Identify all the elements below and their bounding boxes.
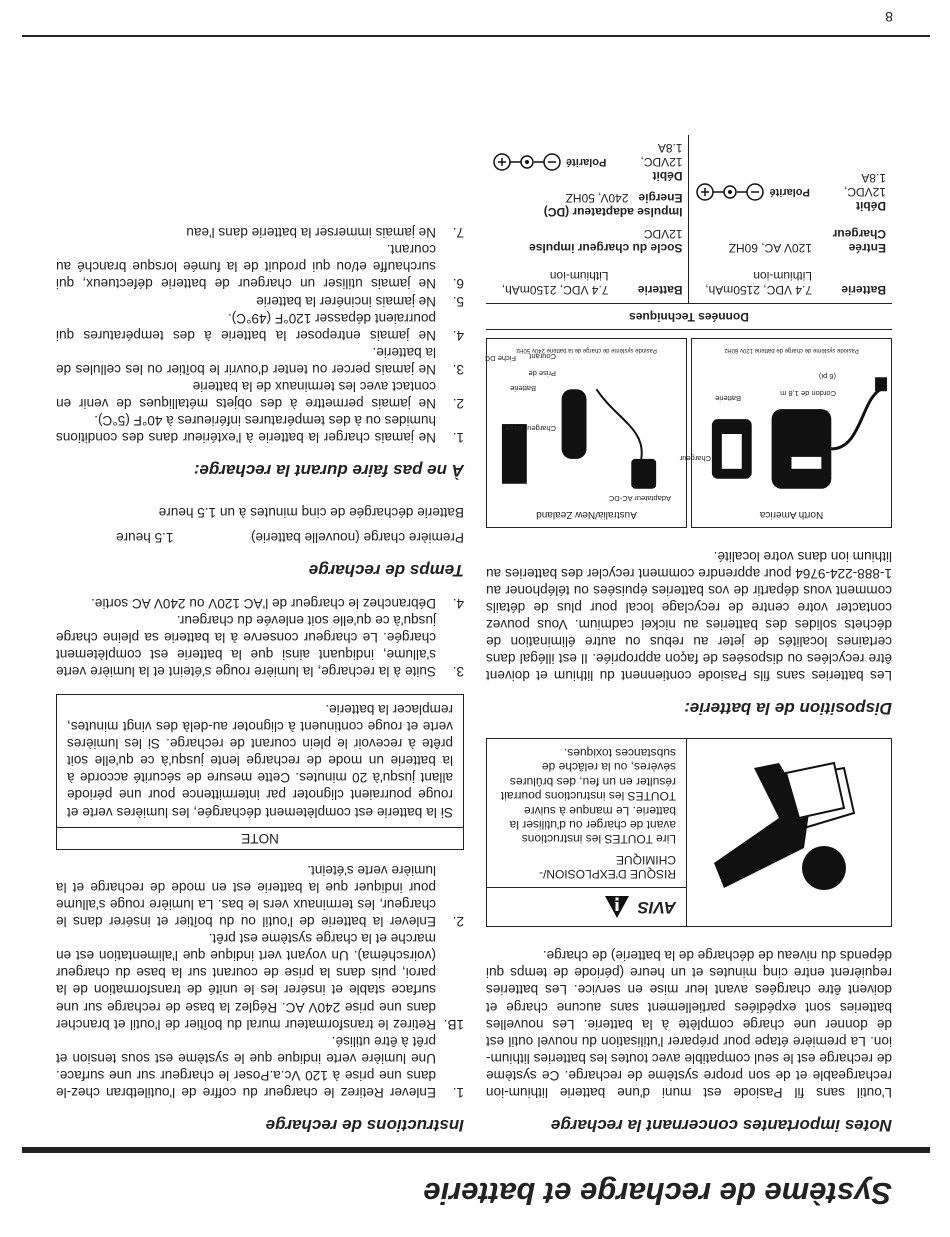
tech-key: Batterie xyxy=(637,282,683,297)
figure-north-america xyxy=(679,338,892,528)
time-first-value: 1.5 heure xyxy=(116,530,174,546)
polarity-icon xyxy=(492,151,562,173)
list-item xyxy=(56,310,464,344)
figure-caption-na: North America xyxy=(759,508,824,520)
dont-heading: À ne pas faire durant la recharge: xyxy=(193,461,464,481)
tech-row-base-au xyxy=(492,227,683,255)
warning-triangle-icon xyxy=(604,894,630,920)
step-text: Ne jamais percer ou tenter d'ouvrir le boîtier ou les cellules de la batterie. xyxy=(56,344,436,377)
list-item xyxy=(56,930,464,1033)
tech-value: 7.4 VDC, 2150mAh, Lithium-ion xyxy=(705,268,812,297)
list-item xyxy=(56,292,464,309)
step-number: 5. xyxy=(452,293,464,309)
label-adapter-au: Adaptateur AC-DC xyxy=(608,493,671,503)
notes-body: L'outil sans fil Pasiode est muni d'une batterie lithium-ion rechargeable et de son propre système de recharge. Ce système de recharge est le seul compatible avec toutes les batteries lithium-ion. La première étape pour préparer l'utilisation du nouvel outil est de donner une charge complète à la batterie. Les nouvelles batteries sont expédiées partiellement sans aucune charge et doivent être chargées avant leur mise en service. Les batteries requièrent entre cinq minutes et un heure (période de temps qui dépends du niveau de décharge de la batterie) de charge. xyxy=(486,948,892,1100)
tech-col-na xyxy=(690,135,893,303)
avis-instructions: Lire TOUTES les instructions avant de charger ou d'utiliser la batterie. Le manque à suivre TOUTES les instructions pourrait résulter en un feu, des brûlures sévères, ou la relâche de substances toxiques. xyxy=(500,745,676,847)
avis-risk: RISQUE D'EXPLOSION/-CHIMIQUE xyxy=(539,852,676,882)
tech-key: Energie xyxy=(638,190,683,205)
page-number: 8 xyxy=(885,9,893,25)
tech-value: 240V, 50HZ xyxy=(565,190,629,205)
list-item xyxy=(56,594,464,611)
time-first-label: Première charge (nouvelle batterie) xyxy=(250,530,464,546)
step-number: 1. xyxy=(452,430,464,446)
step-number: 2. xyxy=(452,914,464,930)
tech-output xyxy=(622,141,682,183)
tech-col-au xyxy=(486,135,690,303)
disposal-heading: Disposition de la batterie: xyxy=(684,699,892,719)
warning-person-icon xyxy=(687,740,891,927)
step-number: 1. xyxy=(452,1085,464,1100)
step-text: Ne jamais utiliser un chargeur de batterie défectueux, qui surchauffe et/ou qui produit de la fumée lorsque branché au courant. xyxy=(56,242,436,292)
figure-foot-na: Pasiode système de charge de batterie 120v 60Hz xyxy=(724,346,859,353)
step-number: 3. xyxy=(452,361,464,377)
disposal-body: Les batteries sans fils Pasiode contiennent du lithium et doivent être recyclées ou disposées de façon appropriée. Il est illégal dans certaines localités de jeter au rebus ou autre élimination de déchets solides des batteries au nickel cadmium. Vous pouvez contacter votre centre de recyclage local pour plus de détails comment vous départir de vos batteries épuisées ou téléphoner au 1-888-224-9764 pour apprendre comment recycler des batteries au lithium ion dans votre localité. xyxy=(486,548,892,684)
step-text: Suite à la recharge, la lumière rouge s'éteint et la lumière verte s'allume, indiquant ainsi que la batterie est complètement chargée. Le chargeur conserve à la batterie sa pleine charge jusqu'à ce qu'elle soit enlevée du chargeur. xyxy=(56,612,436,679)
tech-key: Batterie xyxy=(841,282,886,297)
title-rule xyxy=(22,1147,930,1153)
tech-grid xyxy=(486,135,892,303)
tech-key: Entrée Chargeur xyxy=(832,226,886,255)
dont-list xyxy=(56,224,464,446)
step-number: 4. xyxy=(452,327,464,343)
list-item xyxy=(56,612,464,680)
tech-value: 120V AC, 60HZ xyxy=(728,240,812,255)
step-number: 6. xyxy=(452,276,464,292)
tech-data-table xyxy=(486,135,892,330)
instructions-list-2 xyxy=(56,594,464,679)
polarity-au xyxy=(492,141,606,183)
figure-foot-au: Pasiode système de charge de la batterie 240v 50Hz xyxy=(516,346,657,353)
right-column xyxy=(56,224,464,1141)
tech-value: 12VDC xyxy=(643,226,683,241)
step-number: 2. xyxy=(452,396,464,412)
tech-output xyxy=(826,171,886,213)
figure-caption-au: Australia/New Zealand xyxy=(536,508,637,520)
tech-key: Polarité xyxy=(769,185,810,198)
tech-value: 12VDC, 1.8A xyxy=(843,170,886,199)
instructions-list xyxy=(56,862,464,1101)
avis-title: AVIS xyxy=(637,897,676,917)
step-number: 3. xyxy=(452,663,464,679)
list-item xyxy=(56,378,464,412)
step-text: Débranchez le chargeur de l'AC 120V ou 240V AC sortie. xyxy=(91,595,436,611)
step-text: Ne jamais permettre à des objets métalliques de venir en contact avec les terminaux de la batterie xyxy=(56,379,436,412)
note-body: Si la batterie est complètement déchargée, les lumières verte et rouge pourraient clignoter par intermittence pour une période allant jusqu'à 20 minutes. Cette mesure de sécurité accorde à la batterie un mode de recharge lente jusqu'à ce qu'elle soit prête à recevoir le plein courant de recharge. Si les lumières verte et rouge continuent à clignoter au-delà des vingt minutes, remplacer la batterie. xyxy=(67,702,453,820)
step-number: 1B. xyxy=(443,1016,464,1032)
list-item xyxy=(56,862,464,930)
time-discharged: Batterie déchargée de cinq minutes à un 1.5 heure xyxy=(158,505,464,521)
notes-heading: Notes importantes concernant la recharge xyxy=(550,1116,892,1135)
step-text: Enlever la batterie de l'outil ou du boîtier et insérer dans le chargeur, les terminaux vers le bas. La lumière rouge s'allume pour indiquer que la batterie est en mode de recharge et la lumière verte s'éteint. xyxy=(56,862,436,930)
left-column xyxy=(486,135,892,1141)
step-text: Ne jamais charger la batterie à l'extérieur dans des conditions humides ou à des températures inférieures à 40°F (5°C). xyxy=(56,413,436,446)
avis-box xyxy=(486,739,892,928)
step-number: 4. xyxy=(452,595,464,611)
label-battery-au: Batterie xyxy=(510,383,536,393)
tech-value: 7.4 VDC, 2150mAh, Lithium-ion xyxy=(501,268,609,297)
tech-row-battery-na xyxy=(696,269,887,297)
tech-row-adapter-au xyxy=(492,191,683,219)
step-text: Ne jamais immerser la batterie dans l'eau xyxy=(186,225,436,241)
note-box xyxy=(56,694,464,850)
avis-text xyxy=(487,740,686,888)
tech-row-battery-au xyxy=(492,269,683,297)
list-item xyxy=(56,1033,464,1101)
tech-key: Polarité xyxy=(566,155,607,168)
tech-energy-au xyxy=(492,191,683,205)
tech-row-output-au xyxy=(492,141,683,183)
tech-row-output-na xyxy=(696,171,887,213)
charger-figures xyxy=(486,338,892,528)
footer-rule xyxy=(22,35,930,37)
tech-title: Données Techniques xyxy=(486,303,892,329)
page-title: Système de recharge et batterie xyxy=(423,1176,892,1211)
label-base-au: Chargeur Base xyxy=(505,423,556,433)
label-charger-na: Chargeur xyxy=(679,453,711,463)
tech-key: Débit xyxy=(652,168,683,183)
avis-header xyxy=(487,887,686,926)
polarity-na xyxy=(696,171,810,213)
step-text: Ne jamais entreposer la batterie à des températures qui pourraient dépasser 120°F (49°C). xyxy=(56,310,436,343)
list-item xyxy=(56,344,464,378)
step-number: 7. xyxy=(452,225,464,241)
polarity-icon xyxy=(696,181,766,203)
note-title: NOTE xyxy=(57,827,463,849)
instructions-heading: Instructions de recharge xyxy=(265,1116,464,1135)
figure-australia xyxy=(486,338,687,528)
label-cord-na: Cordon de 1,8 m (6 pi) xyxy=(780,371,836,398)
list-item xyxy=(56,224,464,241)
label-battery-na: Batterie xyxy=(715,393,741,403)
avis-content xyxy=(487,740,687,927)
tech-key: Impulse adaptateur (DC) xyxy=(543,204,683,219)
time-first-row xyxy=(56,529,464,546)
tech-row-input-na xyxy=(696,227,887,255)
label-plug-au: Prise de Courant xyxy=(528,351,556,378)
time-heading: Temps de recharge xyxy=(308,561,464,581)
list-item xyxy=(56,412,464,446)
label-dc-au: Fiche DC xyxy=(484,353,516,363)
step-text: Ne jamais incinérer la batterie xyxy=(256,293,436,309)
tech-value: 12VDC, 1.8A xyxy=(640,140,683,169)
tech-key: Socle du chargeur impulse xyxy=(529,240,683,255)
step-text: Retirez le transformateur mural du boîtier de l'outil et brancher dans une prise 240V AC. Réglez la base de recharge sur une surface stable et insérer les le unité de transformation de la paroi, puis dans la prise de courant sur la base du chargeur (voirschéma). Un voyant vert indique que l'alimentation est en marche et la charge système est prêt. xyxy=(56,931,436,1032)
tech-key: Débit xyxy=(856,198,886,213)
list-item xyxy=(56,241,464,292)
step-text: Enlever Retirez le chargeur du coffre de l'outiletbran chez-le dans une prise à 120 Vc.a.Poser le chargeur sur une surface. Une lumière verte indique que le système est sous tension et prêt à être utilisé. xyxy=(56,1033,436,1100)
